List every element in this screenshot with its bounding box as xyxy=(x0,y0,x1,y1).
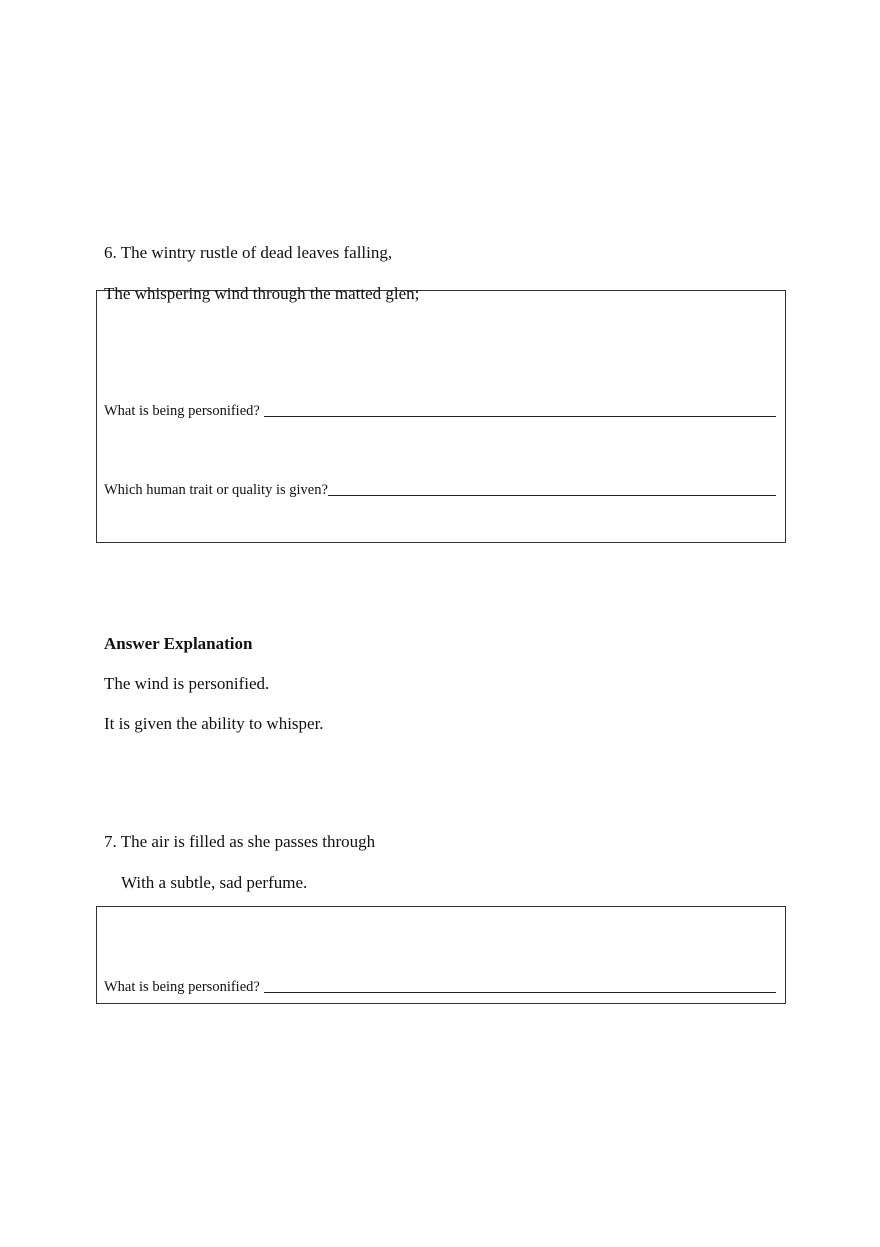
q7-verse-line-2: With a subtle, sad perfume. xyxy=(121,873,308,892)
q7-personified-blank[interactable] xyxy=(264,979,776,993)
q6-personified-label: What is being personified? xyxy=(104,403,260,419)
q7-verse-line-1: 7. The air is filled as she passes through xyxy=(104,832,376,851)
q6-trait-label: Which human trait or quality is given? xyxy=(104,482,328,498)
q6-personified-blank[interactable] xyxy=(264,403,776,417)
q6-verse-line-1: 6. The wintry rustle of dead leaves falling, xyxy=(104,243,393,262)
q7-personified-label: What is being personified? xyxy=(104,979,260,995)
q6-trait-field[interactable] xyxy=(104,481,776,499)
q6-verse-line-2: The whispering wind through the matted glen; xyxy=(104,284,420,303)
answer-line-2: It is given the ability to whisper. xyxy=(104,714,324,733)
q7-personified-field[interactable] xyxy=(104,978,776,996)
answer-heading: Answer Explanation xyxy=(104,634,253,653)
answer-line-1: The wind is personified. xyxy=(104,674,270,693)
q6-trait-blank[interactable] xyxy=(328,482,776,496)
q6-personified-field[interactable] xyxy=(104,402,776,420)
